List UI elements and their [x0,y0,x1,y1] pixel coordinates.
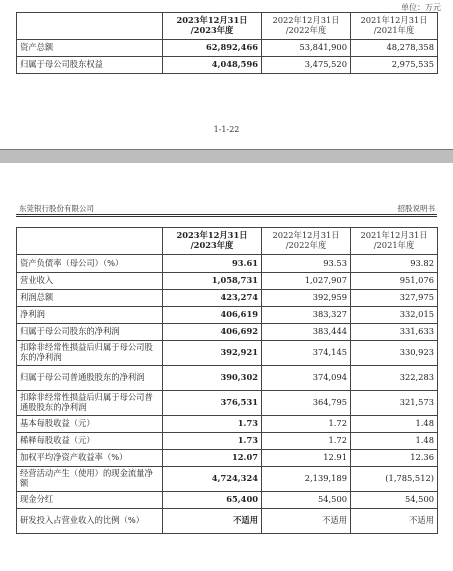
cell-2022: 93.53 [262,255,351,273]
page-break-line [0,149,453,150]
cell-2023: 1.73 [163,416,262,433]
cell-2021: 48,278,358 [351,40,438,57]
row-label: 归属于母公司股东权益 [17,57,163,74]
page-header-doctype: 招股说明书 [397,204,435,213]
cell-2022: 374,094 [262,366,351,391]
cell-2022: 1.72 [262,433,351,450]
row-label: 现金分红 [17,492,163,509]
table-row [17,509,438,534]
cell-2022: 1,027,907 [262,273,351,290]
row-label: 营业收入 [17,273,163,290]
cell-2022: 12.91 [262,450,351,467]
row-label: 研发投入占营业收入的比例（%） [17,509,163,534]
cell-2023: 4,048,596 [163,57,262,74]
cell-2021: (1,785,512) [351,467,438,492]
cell-2023: 390,302 [163,366,262,391]
row-label: 基本每股收益（元） [17,416,163,433]
cell-2021: 1.48 [351,416,438,433]
table-row [17,366,438,391]
cell-2023: 不适用 [163,509,262,534]
row-label: 稀释每股收益（元） [17,433,163,450]
cell-2021: 321,573 [351,391,438,416]
table-row [17,255,438,273]
cell-2021: 1.48 [351,433,438,450]
table-row [17,492,438,509]
cell-2023: 406,619 [163,307,262,324]
cell-2021: 332,015 [351,307,438,324]
cell-2021: 331,633 [351,324,438,341]
cell-2023: 1,058,731 [163,273,262,290]
cell-2022: 3,475,520 [262,57,351,74]
table-row [17,57,438,74]
cell-2021: 322,283 [351,366,438,391]
cell-2021: 93.82 [351,255,438,273]
row-label: 利润总额 [17,290,163,307]
table-row [17,391,438,416]
cell-2022: 383,444 [262,324,351,341]
table-row [17,307,438,324]
header-rule [16,214,437,215]
cell-2023: 1.73 [163,433,262,450]
page-number: 1-1-22 [213,125,240,134]
cell-2023: 376,531 [163,391,262,416]
cell-2022: 1.72 [262,416,351,433]
th-2023: 2023年12月31日 /2023年度 [163,13,262,40]
row-label: 资产总额 [17,40,163,57]
row-label: 经营活动产生（使用）的现金流量净额 [17,467,163,492]
table-row [17,324,438,341]
cell-2022: 392,959 [262,290,351,307]
th-blank [17,228,163,255]
th-2022: 2022年12月31日 /2022年度 [262,13,351,40]
table-row [17,290,438,307]
cell-2021: 2,975,535 [351,57,438,74]
row-label: 归属于母公司股东的净利润 [17,324,163,341]
table-row [17,433,438,450]
row-label: 净利润 [17,307,163,324]
cell-2021: 327,975 [351,290,438,307]
row-label: 加权平均净资产收益率（%） [17,450,163,467]
th-2021: 2021年12月31日 /2021年度 [351,13,438,40]
cell-2021: 54,500 [351,492,438,509]
cell-2022: 374,145 [262,341,351,366]
page-break [0,149,453,163]
cell-2023: 4,724,324 [163,467,262,492]
table-row [17,273,438,290]
cell-2023: 423,274 [163,290,262,307]
cell-2022: 2,139,189 [262,467,351,492]
cell-2022: 54,500 [262,492,351,509]
row-label: 归属于母公司普通股股东的净利润 [17,366,163,391]
cell-2023: 12.07 [163,450,262,467]
row-label: 扣除非经常性损益后归属于母公司股东的净利润 [17,341,163,366]
th-2022: 2022年12月31日 /2022年度 [262,228,351,255]
cell-2023: 65,400 [163,492,262,509]
header-rule-2 [16,216,437,217]
cell-2021: 12.36 [351,450,438,467]
cell-2021: 330,923 [351,341,438,366]
cell-2023: 93.61 [163,255,262,273]
cell-2021: 951,076 [351,273,438,290]
cell-2022: 53,841,900 [262,40,351,57]
cell-2022: 383,327 [262,307,351,324]
th-2021: 2021年12月31日 /2021年度 [351,228,438,255]
row-label: 资产负债率（母公司）（%） [17,255,163,273]
unit-label: 单位：万元 [401,3,441,12]
cell-2023: 62,892,466 [163,40,262,57]
cell-2022: 不适用 [262,509,351,534]
row-label: 扣除非经常性损益后归属于母公司普通股股东的净利润 [17,391,163,416]
table-top [16,12,438,74]
table-main [16,227,438,534]
cell-2023: 392,921 [163,341,262,366]
table-row [17,416,438,433]
table-row [17,341,438,366]
table-row [17,40,438,57]
th-blank [17,13,163,40]
cell-2023: 406,692 [163,324,262,341]
cell-2021: 不适用 [351,509,438,534]
page-header-company: 东莞银行股份有限公司 [19,204,94,213]
table-row [17,450,438,467]
table-row [17,467,438,492]
th-2023: 2023年12月31日 /2023年度 [163,228,262,255]
cell-2022: 364,795 [262,391,351,416]
